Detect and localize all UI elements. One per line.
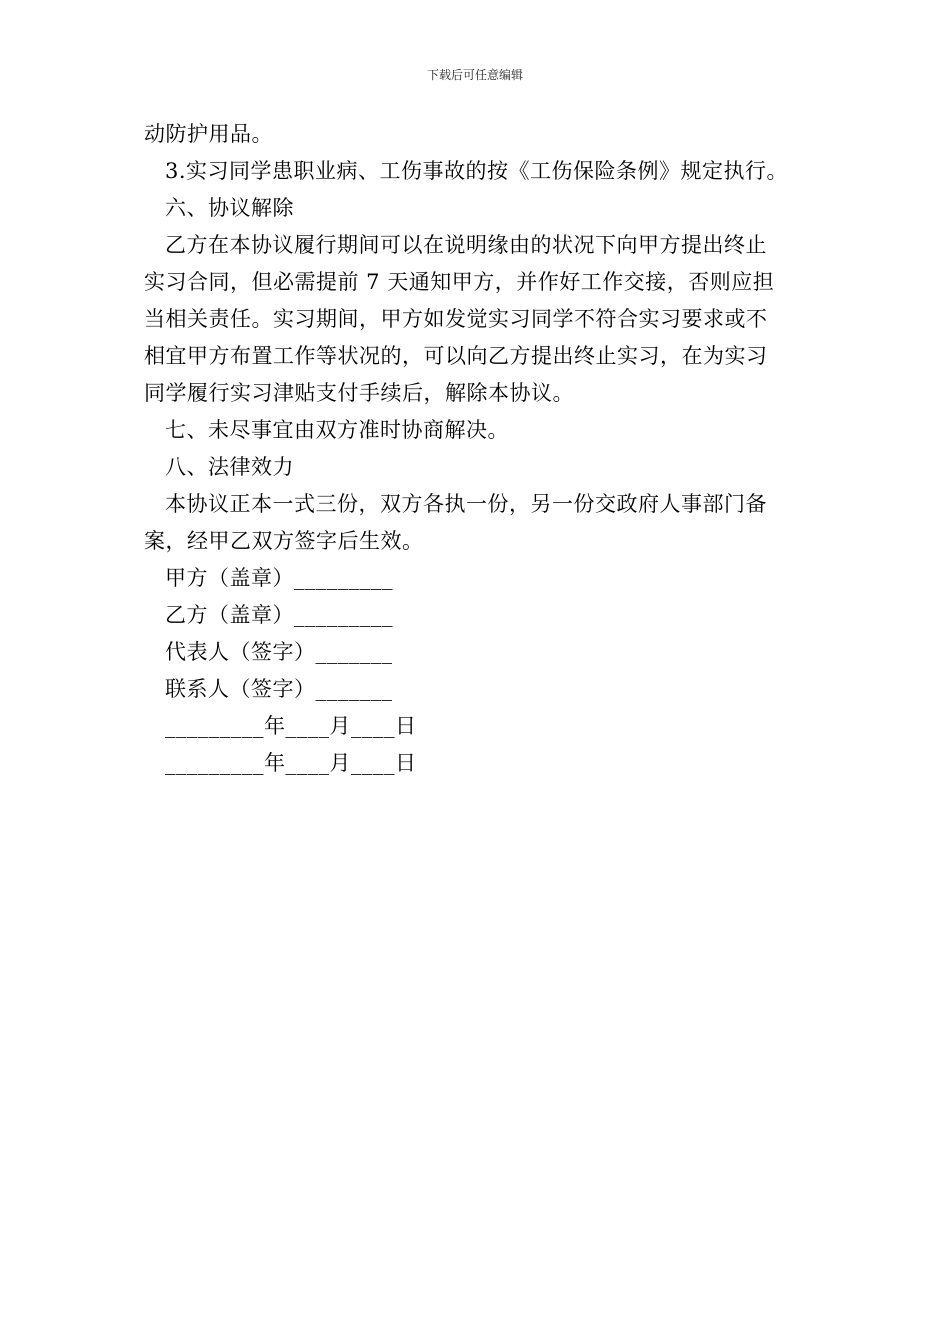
paragraph-line: 同学履行实习津贴支付手续后，解除本协议。 (144, 381, 574, 405)
paragraph-line: 实习合同，但必需提前 7 天通知甲方，并作好工作交接，否则应担 (144, 270, 775, 294)
signature-line-party-a: 甲方（盖章）_________ (165, 566, 393, 590)
section-heading: 七、未尽事宜由双方准时协商解决。 (165, 418, 509, 442)
section-heading: 六、协议解除 (165, 196, 294, 220)
section-heading: 八、法律效力 (165, 455, 294, 479)
date-line: _________年____月____日 (165, 751, 417, 775)
signature-line-party-b: 乙方（盖章）_________ (165, 603, 393, 627)
paragraph-line: 当相关责任。实习期间，甲方如发觉实习同学不符合实习要求或不 (144, 307, 768, 331)
paragraph-line: 案，经甲乙双方签字后生效。 (144, 529, 424, 553)
paragraph-line: 本协议正本一式三份，双方各执一份，另一份交政府人事部门备 (165, 492, 767, 516)
paragraph-line: 相宜甲方布置工作等状况的，可以向乙方提出终止实习，在为实习 (144, 344, 768, 368)
signature-line-representative: 代表人（签字）_______ (165, 640, 393, 664)
paragraph-line: 3.实习同学患职业病、工伤事故的按《工伤保险条例》规定执行。 (165, 159, 789, 183)
paragraph-line: 乙方在本协议履行期间可以在说明缘由的状况下向甲方提出终止 (165, 233, 767, 257)
signature-line-contact: 联系人（签字）_______ (165, 677, 393, 701)
document-body (144, 116, 809, 782)
page-header-note: 下载后可任意编辑 (426, 68, 523, 82)
paragraph-line: 动防护用品。 (144, 122, 273, 146)
date-line: _________年____月____日 (165, 714, 417, 738)
